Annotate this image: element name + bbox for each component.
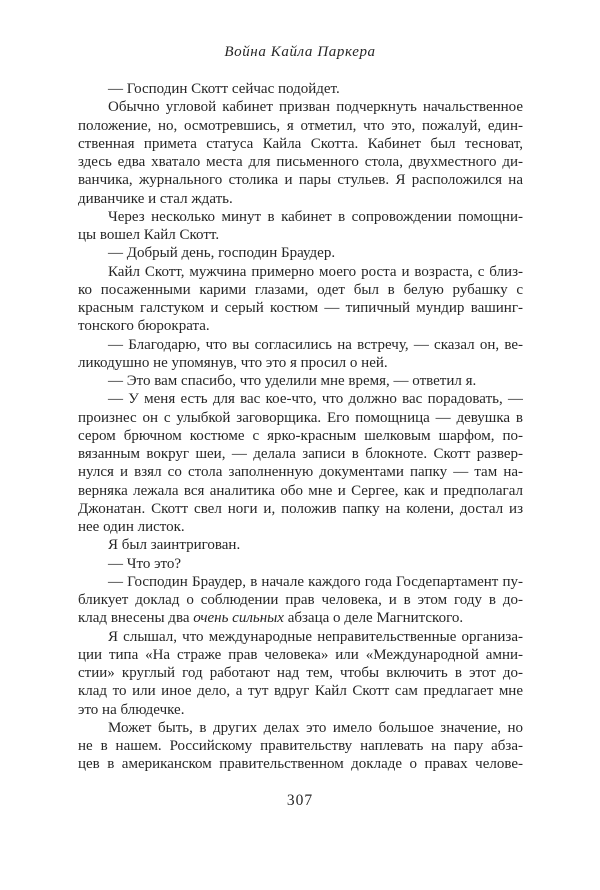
running-header: Война Кайла Паркера bbox=[224, 44, 376, 60]
text-line: вязанным вокруг шеи, — делала записи в блокноте. Скотт развер- bbox=[78, 446, 523, 462]
text-line: положение, но, осмотревшись, я отметил, что это, пожалуй, един- bbox=[78, 117, 523, 134]
text-line: диванчике и стал ждать. bbox=[78, 190, 233, 207]
page-text bbox=[78, 80, 523, 774]
text-line: ственная примета статуса Кайла Скотта. Кабинет был тесноват, bbox=[78, 135, 523, 152]
text-line: Может быть, в других делах это имело большое значение, но bbox=[108, 719, 523, 736]
text-line: — Господин Браудер, в начале каждого года Госдепартамент пу- bbox=[108, 573, 523, 590]
text-line: клад то или иное дело, а тут вдруг Кайл Скотт сам предлагает мне bbox=[78, 683, 523, 700]
text-line: — Благодарю, что вы согласились на встречу, — сказал он, ве- bbox=[108, 336, 523, 353]
text-line: цев в американском правительственном докладе о правах челове- bbox=[78, 756, 523, 773]
text-line: здесь едва хватало места для письменного стола, двухместного ди- bbox=[78, 154, 523, 170]
text-line: нулся и взял со стола заполненную документами папку — там на- bbox=[78, 464, 523, 481]
text-line: красным галстуком и серый костюм — типичный мундир вашинг- bbox=[78, 300, 523, 316]
text-line: нее один листок. bbox=[78, 519, 185, 535]
text-line: — Это вам спасибо, что уделили мне время, — ответил я. bbox=[108, 373, 477, 389]
text-line: — У меня есть для вас кое-что, что должно вас порадовать, — bbox=[108, 391, 523, 408]
text-line: Я слышал, что международные неправительственные организа- bbox=[108, 628, 523, 645]
text-line: ко посаженными карими глазами, одет был в белую рубашку с bbox=[78, 281, 523, 298]
text-line: верняка лежала вся аналитика обо мне и Сергее, как и предполагал bbox=[78, 482, 523, 499]
text-line: — Господин Скотт сейчас подойдет. bbox=[108, 81, 340, 97]
text-line: Через несколько минут в кабинет в сопровождении помощни- bbox=[108, 208, 523, 225]
text-line: сером брючном костюме с ярко-красным шелковым шарфом, по- bbox=[78, 427, 523, 444]
text-line: Кайл Скотт, мужчина примерно моего роста и возраста, с близ- bbox=[108, 263, 523, 280]
text-line: — Добрый день, господин Браудер. bbox=[108, 245, 336, 262]
text-line: Я был заинтригован. bbox=[108, 537, 241, 554]
text-line: цы вошел Кайл Скотт. bbox=[78, 227, 220, 243]
text-line: стии» круглый год работают над тем, чтобы включить в этот до- bbox=[78, 665, 523, 681]
text-line: тонского бюрократа. bbox=[78, 318, 210, 335]
text-line: Обычно угловой кабинет призван подчеркнуть начальственное bbox=[108, 99, 523, 116]
text-line: — Что это? bbox=[108, 555, 182, 572]
text-line: ликодушно не упомянув, что это я просил о ней. bbox=[78, 354, 388, 371]
text-line: это на блюдечке. bbox=[78, 701, 185, 718]
text-line: Джонатан. Скотт свел ноги и, положив папку на колени, достал из bbox=[78, 500, 523, 517]
page-number: 307 bbox=[286, 792, 314, 809]
text-line: не в нашем. Российскому правительству наплевать на пару абза- bbox=[78, 738, 523, 754]
text-line: произнес он с улыбкой заговорщика. Его помощница — девушка в bbox=[78, 409, 523, 426]
text-line: ванчика, журнального столика и пары стульев. Я расположился на bbox=[78, 172, 523, 189]
text-line: бликует доклад о соблюдении прав человека, и в этом году в до- bbox=[78, 592, 523, 608]
text-line: клад внесены два очень сильных абзаца о деле Магнитского. bbox=[78, 610, 464, 627]
text-line: ции типа «На страже прав человека» или «Международной амни- bbox=[78, 646, 523, 663]
